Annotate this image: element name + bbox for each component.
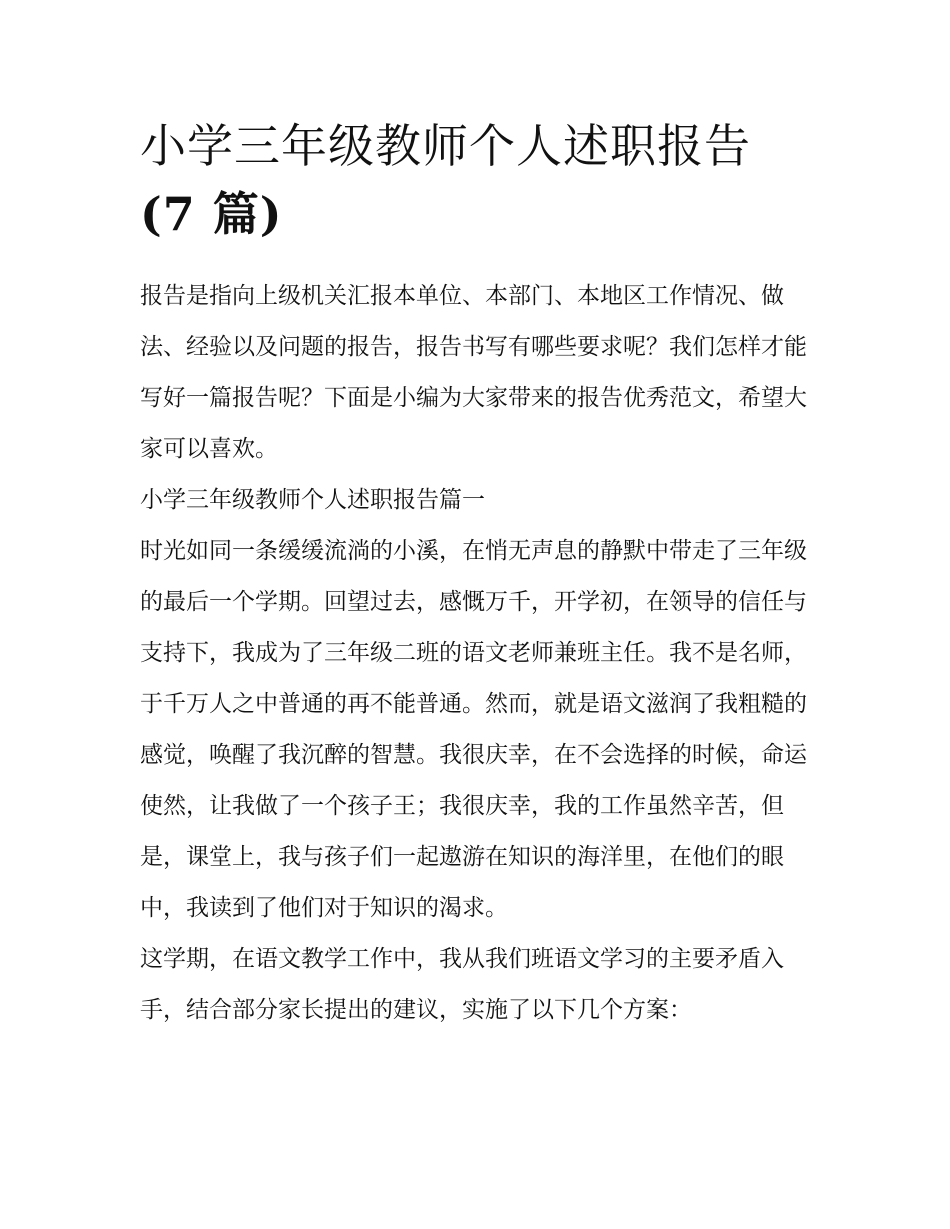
body-paragraph-1: 时光如同一条缓缓流淌的小溪，在悄无声息的静默中带走了三年级的最后一个学期。回望过去，感慨万千，开学初，在领导的信任与支持下，我成为了三年级二班的语文老师兼班主任。我不是名师，于千万人之中普通的再不能普通。然而，就是语文滋润了我粗糙的感觉，唤醒了我沉醉的智慧。我很庆幸，在不会选择的时候，命运使然，让我做了一个孩子王；我很庆幸，我的工作虽然辛苦，但是，课堂上，我与孩子们一起遨游在知识的海洋里，在他们的眼中，我读到了他们对于知识的渴求。: [140, 538, 807, 921]
title-line-1: 小学三年级教师个人述职报告: [140, 119, 751, 173]
title-line-2: (7 篇): [140, 187, 283, 241]
section-heading: 小学三年级教师个人述职报告篇一: [140, 487, 485, 513]
intro-paragraph: 报告是指向上级机关汇报本单位、本部门、本地区工作情况、做法、经验以及问题的报告，报告书写有哪些要求呢？我们怎样才能写好一篇报告呢？下面是小编为大家带来的报告优秀范文，希望大家可以喜欢。: [140, 283, 807, 462]
document-body: [140, 112, 820, 1036]
body-paragraph-2: 这学期，在语文教学工作中，我从我们班语文学习的主要矛盾入手，结合部分家长提出的建议，实施了以下几个方案：: [140, 946, 784, 1023]
document-title: [140, 112, 820, 248]
